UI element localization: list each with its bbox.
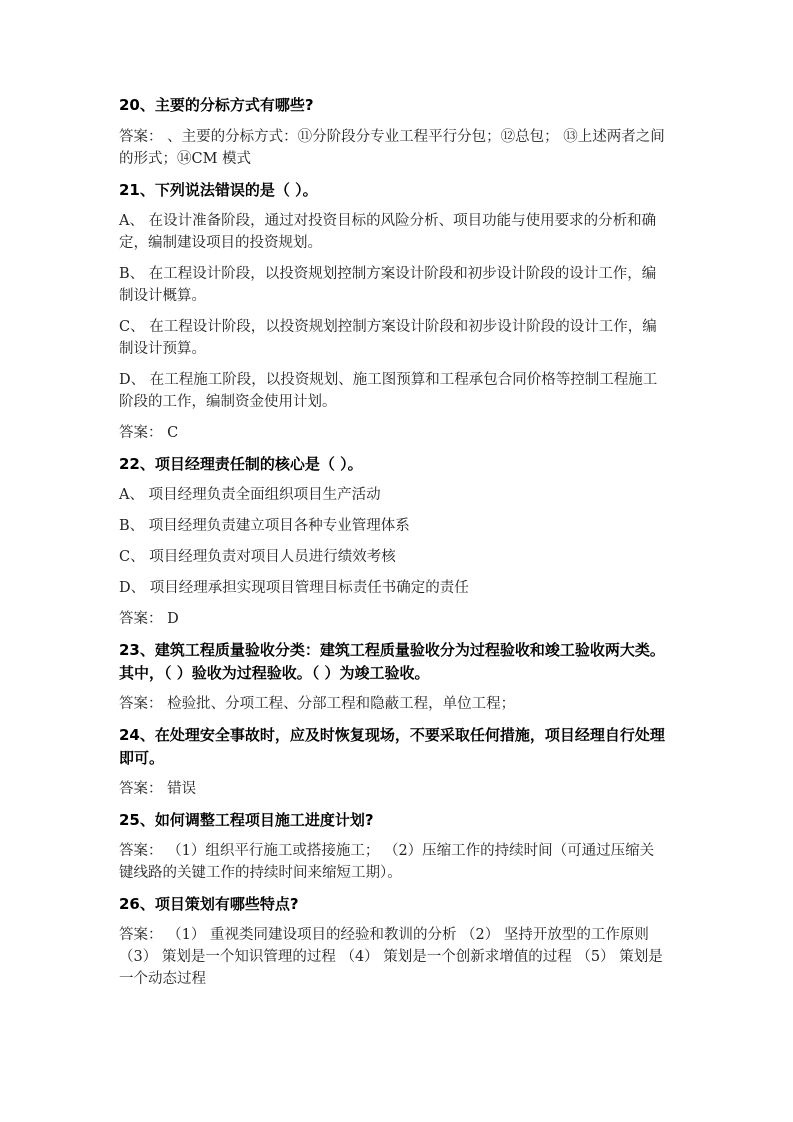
question-22-option-c: C、 项目经理负责对项目人员进行绩效考核 (119, 549, 396, 565)
question-21-answer: 答案： C (119, 425, 179, 441)
question-22-option-b: B、 项目经理负责建立项目各种专业管理体系 (119, 518, 410, 534)
question-24-title: 24、在处理安全事故时，应及时恢复现场，不要采取任何措施，项目经理自行处理即可。 (119, 726, 665, 767)
question-25 (119, 809, 667, 884)
question-26-title: 26、项目策划有哪些特点? (119, 895, 299, 913)
question-25-title: 25、如何调整工程项目施工进度计划? (119, 811, 374, 829)
question-22 (119, 453, 667, 630)
question-26 (119, 893, 667, 990)
question-24 (119, 724, 667, 800)
question-21-option-b: B、 在工程设计阶段，以投资规划控制方案设计阶段和初步设计阶段的设计工作，编制设计概算。 (119, 266, 657, 304)
question-22-option-a: A、 项目经理负责全面组织项目生产活动 (119, 487, 381, 503)
question-21-title: 21、下列说法错误的是（ ）。 (119, 181, 318, 199)
question-24-answer: 答案： 错误 (119, 781, 197, 797)
question-26-answer: 答案： （1） 重视类同建设项目的经验和教训的分析 （2） 坚持开放型的工作原则 （3） 策划是一个知识管理的过程 （4） 策划是一个创新求增值的过程 （5） 策划是一个动态过程 (119, 927, 663, 987)
question-21 (119, 179, 667, 444)
question-21-option-a: A、 在设计准备阶段，通过对投资目标的风险分析、项目功能与使用要求的分析和确定，编制建设项目的投资规划。 (119, 213, 657, 251)
question-21-option-c: C、 在工程设计阶段，以投资规划控制方案设计阶段和初步设计阶段的设计工作，编制设计预算。 (119, 319, 657, 357)
question-20-answer: 答案： 、主要的分标方式：⑪分阶段分专业工程平行分包；⑫总包； ⑬上述两者之间的形式；⑭CM 模式 (119, 129, 665, 167)
document-content (119, 94, 667, 999)
question-22-title: 22、项目经理责任制的核心是（ ）。 (119, 455, 363, 473)
question-23-answer: 答案： 检验批、分项工程、分部工程和隐蔽工程，单位工程； (119, 696, 516, 712)
question-23-title: 23、建筑工程质量验收分类：建筑工程质量验收分为过程验收和竣工验收两大类。其中，（ ）验收为过程验收。（ ）为竣工验收。 (119, 641, 665, 682)
question-25-answer: 答案： （1）组织平行施工或搭接施工； （2）压缩工作的持续时间（可通过压缩关键线路的关键工作的持续时间来缩短工期）。 (119, 843, 655, 881)
question-20-title: 20、主要的分标方式有哪些? (119, 96, 314, 114)
question-22-option-d: D、 项目经理承担实现项目管理目标责任书确定的责任 (119, 580, 469, 596)
question-22-answer: 答案： D (119, 611, 179, 627)
question-21-option-d: D、 在工程施工阶段，以投资规划、施工图预算和工程承包合同价格等控制工程施工阶段的工作，编制资金使用计划。 (119, 372, 658, 410)
question-20 (119, 94, 667, 170)
question-23 (119, 639, 667, 715)
